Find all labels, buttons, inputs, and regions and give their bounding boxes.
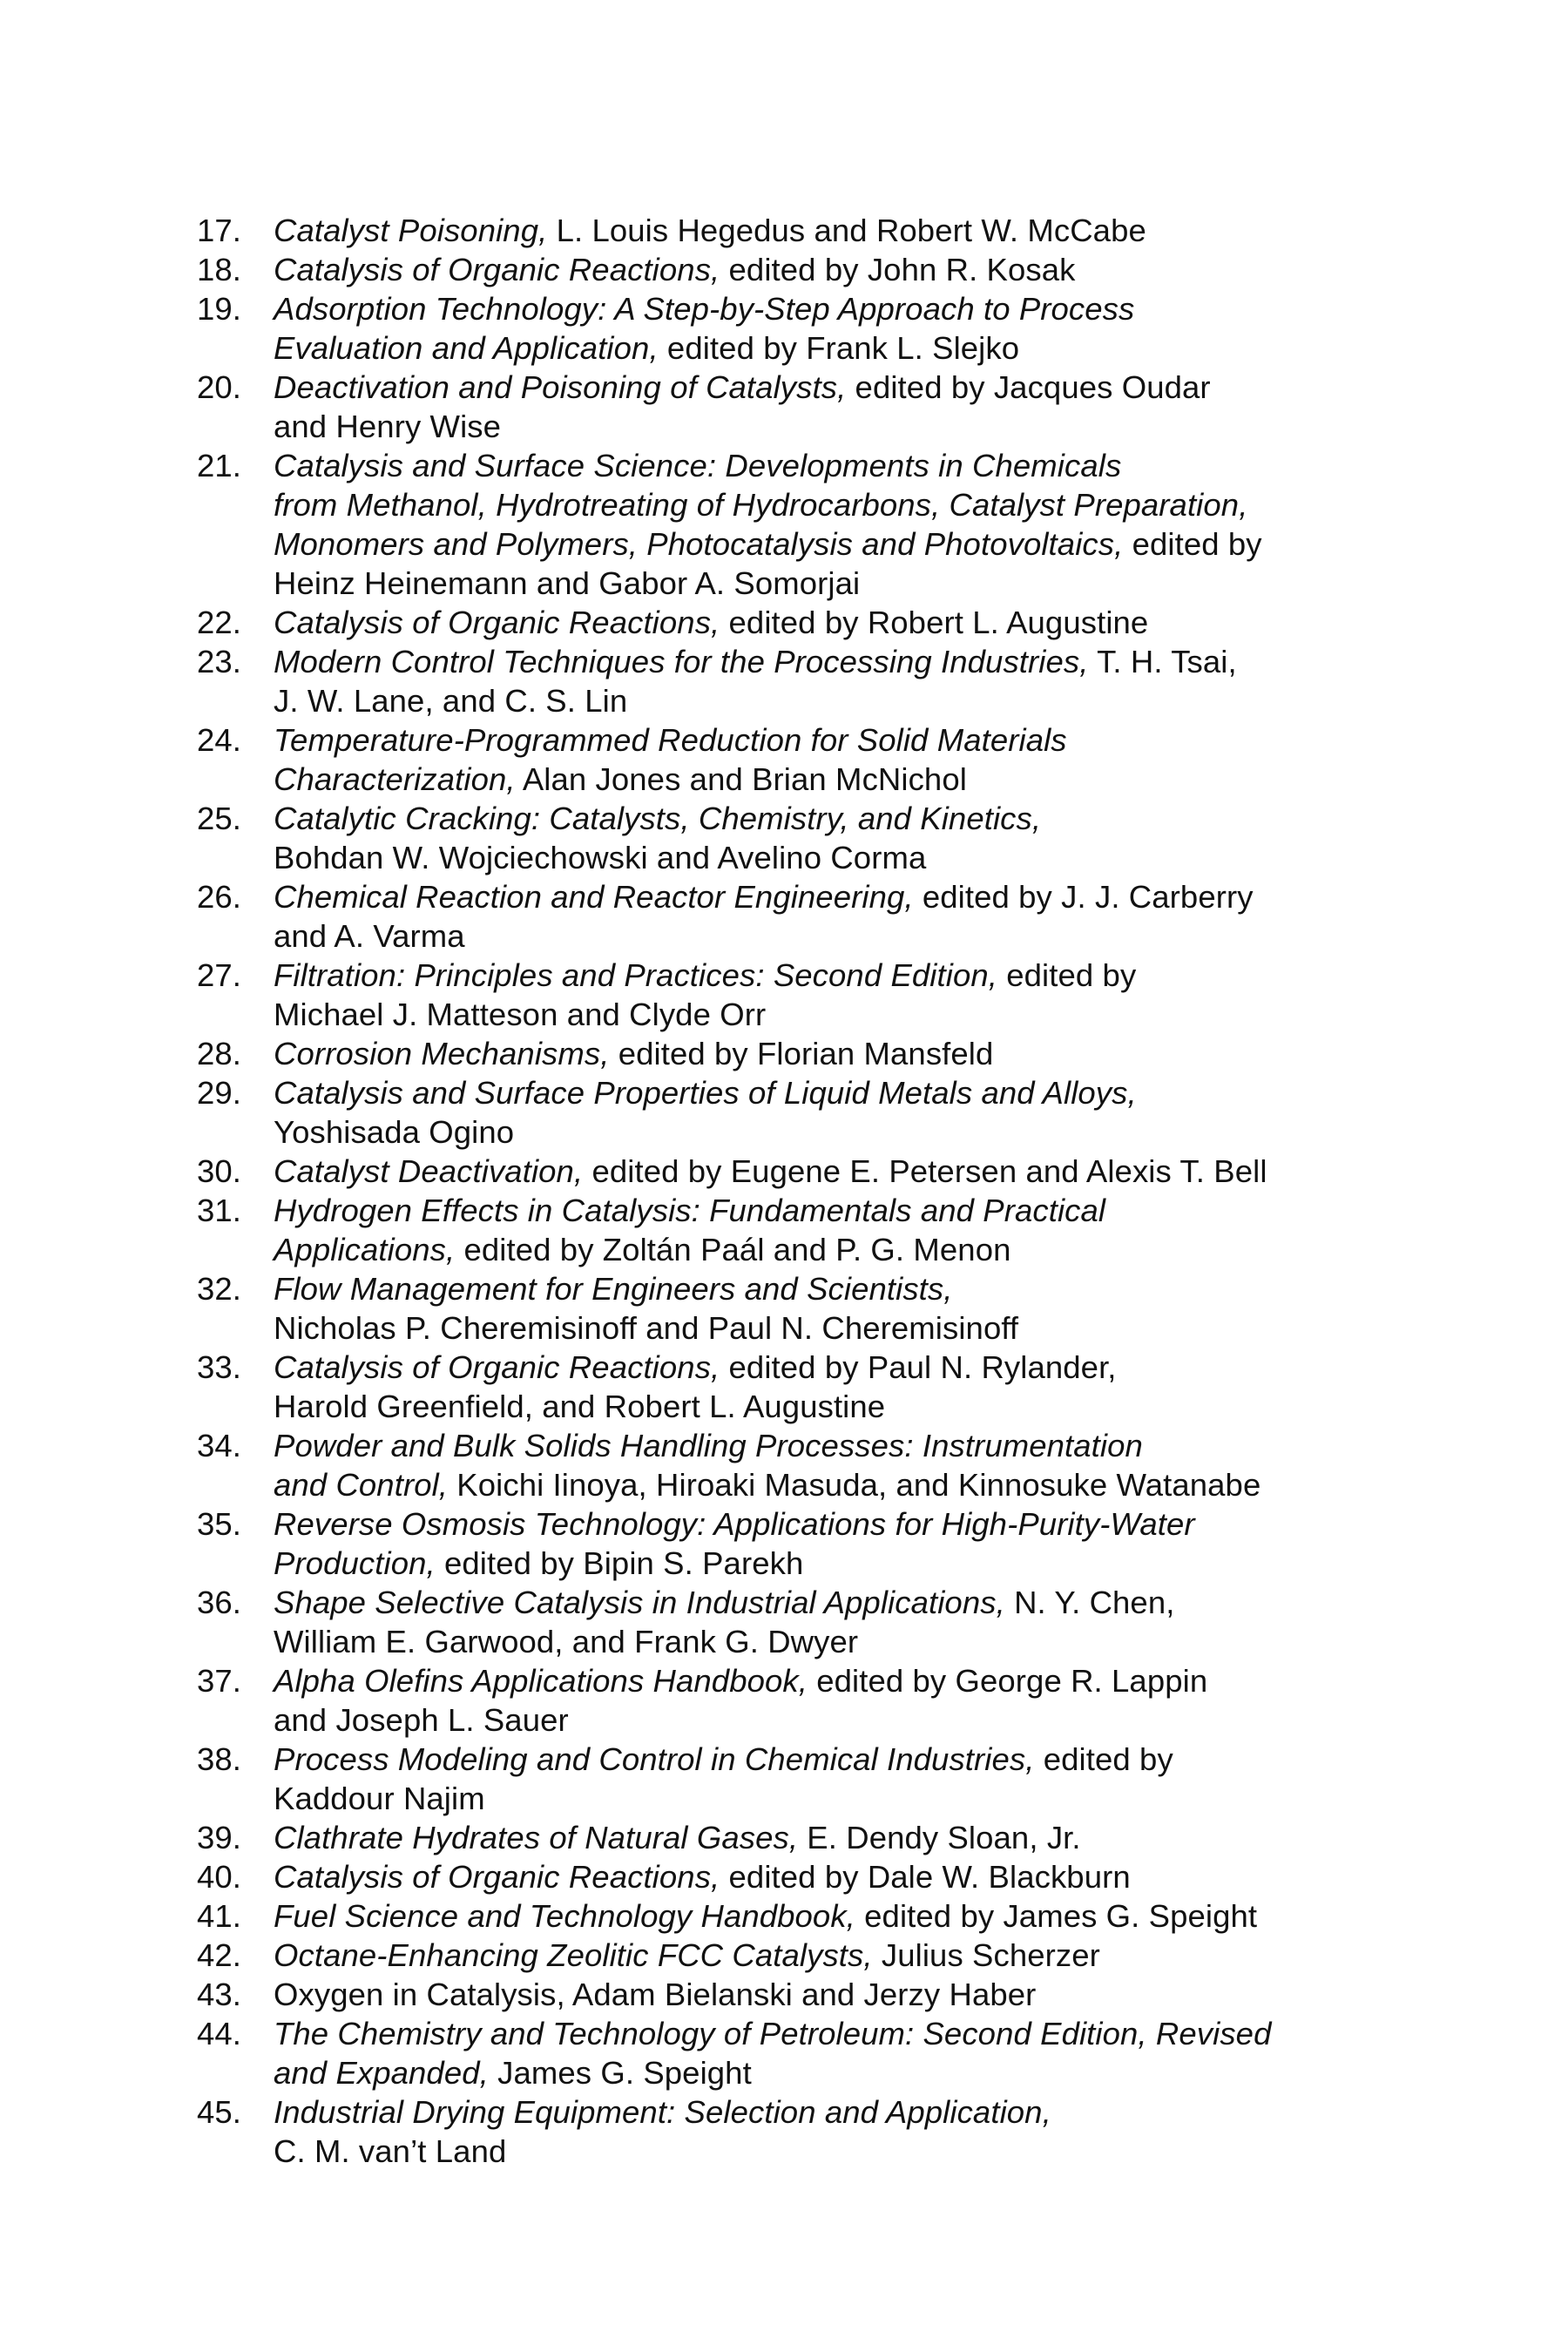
citation-line <box>274 1308 1382 1348</box>
citation-line <box>274 1426 1382 1465</box>
citation-text: William E. Garwood, and Frank G. Dwyer <box>274 1624 859 1659</box>
list-item <box>197 956 1382 1034</box>
list-item <box>197 1661 1382 1740</box>
citation-line <box>274 838 1382 877</box>
list-item <box>197 1504 1382 1583</box>
citation-text: edited by <box>1123 526 1262 562</box>
item-citation <box>274 1073 1382 1152</box>
item-number: 44. <box>197 2016 242 2051</box>
book-title: Catalytic Cracking: Catalysts, Chemistry, and Kinetics, <box>274 801 1042 836</box>
citation-line <box>274 564 1382 603</box>
list-item <box>197 1740 1382 1818</box>
item-number: 19. <box>197 291 242 327</box>
list-item <box>197 1583 1382 1661</box>
citation-line <box>274 916 1382 956</box>
list-item <box>197 446 1382 603</box>
item-citation <box>274 250 1382 289</box>
citation-line <box>274 368 1382 407</box>
item-number: 22. <box>197 605 242 640</box>
citation-line <box>274 1504 1382 1544</box>
item-number: 17. <box>197 213 242 248</box>
item-citation <box>274 956 1382 1034</box>
citation-line <box>274 760 1382 799</box>
citation-line <box>274 1269 1382 1308</box>
list-item <box>197 1269 1382 1348</box>
citation-line <box>274 1152 1382 1191</box>
citation-text: and A. Varma <box>274 918 465 954</box>
citation-text: Julius Scherzer <box>872 1937 1100 1973</box>
citation-line <box>274 1779 1382 1818</box>
list-item <box>197 1073 1382 1152</box>
citation-text: Yoshisada Ogino <box>274 1114 515 1150</box>
item-citation <box>274 799 1382 877</box>
list-item <box>197 1348 1382 1426</box>
citation-line <box>274 603 1382 642</box>
item-citation <box>274 1269 1382 1348</box>
citation-line <box>274 642 1382 681</box>
book-title: Monomers and Polymers, Photocatalysis and Photovoltaics, <box>274 526 1124 562</box>
item-citation <box>274 1504 1382 1583</box>
citation-line <box>274 681 1382 720</box>
item-number: 37. <box>197 1663 242 1699</box>
citation-line <box>274 289 1382 328</box>
item-citation <box>274 446 1382 603</box>
book-title: Characterization, <box>274 761 516 797</box>
book-title: Catalyst Deactivation, <box>274 1153 584 1189</box>
citation-text: edited by Florian Mansfeld <box>609 1036 994 1071</box>
item-number: 35. <box>197 1506 242 1542</box>
citation-line <box>274 446 1382 485</box>
book-title: Catalysis of Organic Reactions, <box>274 1349 720 1385</box>
citation-line <box>274 1034 1382 1073</box>
book-title: Corrosion Mechanisms, <box>274 1036 610 1071</box>
book-title: The Chemistry and Technology of Petroleum: Second Edition, Revised <box>274 2016 1272 2051</box>
list-item <box>197 877 1382 956</box>
citation-text: edited by J. J. Carberry <box>913 879 1254 915</box>
book-title: Hydrogen Effects in Catalysis: Fundamentals and Practical <box>274 1193 1106 1228</box>
citation-text: E. Dendy Sloan, Jr. <box>798 1820 1081 1855</box>
citation-line <box>274 1975 1382 2014</box>
item-number: 45. <box>197 2094 242 2130</box>
citation-line <box>274 956 1382 995</box>
item-citation <box>274 1583 1382 1661</box>
item-number: 36. <box>197 1585 242 1620</box>
book-title: Reverse Osmosis Technology: Applications for High-Purity-Water <box>274 1506 1195 1542</box>
book-title: Shape Selective Catalysis in Industrial Applications, <box>274 1585 1005 1620</box>
book-title: Clathrate Hydrates of Natural Gases, <box>274 1820 799 1855</box>
item-number: 34. <box>197 1428 242 1463</box>
item-number: 21. <box>197 448 242 483</box>
citation-text: Bohdan W. Wojciechowski and Avelino Corma <box>274 840 927 875</box>
citation-line <box>274 485 1382 524</box>
citation-line <box>274 1661 1382 1700</box>
citation-line <box>274 1465 1382 1504</box>
book-title: Production, <box>274 1545 436 1581</box>
book-title: and Expanded, <box>274 2055 489 2091</box>
book-title: Catalysis and Surface Science: Developments in Chemicals <box>274 448 1122 483</box>
item-citation <box>274 1975 1382 2014</box>
book-title: Catalyst Poisoning, <box>274 213 548 248</box>
book-title: Industrial Drying Equipment: Selection and Application, <box>274 2094 1051 2130</box>
item-citation <box>274 1661 1382 1740</box>
citation-text: James G. Speight <box>488 2055 752 2091</box>
citation-text: Oxygen in Catalysis, Adam Bielanski and Jerzy Haber <box>274 1977 1037 2012</box>
book-title: from Methanol, Hydrotreating of Hydrocarbons, Catalyst Preparation, <box>274 487 1248 523</box>
citation-line <box>274 2132 1382 2171</box>
citation-line <box>274 1896 1382 1936</box>
item-number: 20. <box>197 369 242 405</box>
item-citation <box>274 1426 1382 1504</box>
item-citation <box>274 877 1382 956</box>
citation-text: edited by John R. Kosak <box>720 252 1076 287</box>
book-title: Fuel Science and Technology Handbook, <box>274 1898 855 1934</box>
citation-text: edited by Dale W. Blackburn <box>720 1859 1131 1895</box>
item-number: 42. <box>197 1937 242 1973</box>
list-item <box>197 1936 1382 1975</box>
book-title: Powder and Bulk Solids Handling Processes: Instrumentation <box>274 1428 1143 1463</box>
citation-text: edited by Eugene E. Petersen and Alexis T. Bell <box>583 1153 1267 1189</box>
list-item <box>197 250 1382 289</box>
citation-line <box>274 1191 1382 1230</box>
citation-text: C. M. van’t Land <box>274 2133 507 2169</box>
item-citation <box>274 368 1382 446</box>
citation-text: Nicholas P. Cheremisinoff and Paul N. Cheremisinoff <box>274 1310 1019 1346</box>
citation-line <box>274 1583 1382 1622</box>
list-item <box>197 799 1382 877</box>
book-title: Evaluation and Application, <box>274 330 659 366</box>
item-number: 43. <box>197 1977 242 2012</box>
item-number: 27. <box>197 957 242 993</box>
list-item <box>197 289 1382 368</box>
item-number: 26. <box>197 879 242 915</box>
citation-line <box>274 799 1382 838</box>
item-citation <box>274 642 1382 720</box>
citation-line <box>274 250 1382 289</box>
item-number: 18. <box>197 252 242 287</box>
list-item <box>197 368 1382 446</box>
list-item <box>197 2014 1382 2092</box>
citation-line <box>274 1622 1382 1661</box>
list-item <box>197 642 1382 720</box>
item-citation <box>274 1936 1382 1975</box>
book-title: Catalysis of Organic Reactions, <box>274 605 720 640</box>
item-citation <box>274 1152 1382 1191</box>
book-series-list <box>197 211 1382 2171</box>
citation-text: edited by Zoltán Paál and P. G. Menon <box>455 1232 1011 1267</box>
citation-line <box>274 407 1382 446</box>
item-citation <box>274 1740 1382 1818</box>
book-title: Applications, <box>274 1232 456 1267</box>
item-number: 32. <box>197 1271 242 1307</box>
citation-line <box>274 1857 1382 1896</box>
citation-text: and Joseph L. Sauer <box>274 1702 569 1738</box>
item-citation <box>274 1034 1382 1073</box>
citation-text: edited by Jacques Oudar <box>846 369 1211 405</box>
book-title: Filtration: Principles and Practices: Second Edition, <box>274 957 998 993</box>
book-title: Process Modeling and Control in Chemical Industries, <box>274 1741 1035 1777</box>
item-number: 23. <box>197 644 242 679</box>
book-title: Adsorption Technology: A Step-by-Step Approach to Process <box>274 291 1135 327</box>
citation-text: J. W. Lane, and C. S. Lin <box>274 683 628 719</box>
item-citation <box>274 603 1382 642</box>
list-item <box>197 1426 1382 1504</box>
citation-text: Michael J. Matteson and Clyde Orr <box>274 997 767 1032</box>
item-number: 30. <box>197 1153 242 1189</box>
item-citation <box>274 1896 1382 1936</box>
citation-line <box>274 1700 1382 1740</box>
citation-line <box>274 1230 1382 1269</box>
citation-text: Harold Greenfield, and Robert L. Augustine <box>274 1389 886 1424</box>
item-citation <box>274 289 1382 368</box>
citation-text: edited by Frank L. Slejko <box>658 330 1020 366</box>
citation-text: L. Louis Hegedus and Robert W. McCabe <box>547 213 1146 248</box>
item-citation <box>274 2014 1382 2092</box>
list-item <box>197 1818 1382 1857</box>
citation-text: Heinz Heinemann and Gabor A. Somorjai <box>274 565 861 601</box>
citation-line <box>274 2092 1382 2132</box>
citation-text: edited by Robert L. Augustine <box>720 605 1149 640</box>
citation-line <box>274 1544 1382 1583</box>
book-title: Alpha Olefins Applications Handbook, <box>274 1663 808 1699</box>
list-item <box>197 1975 1382 2014</box>
item-number: 25. <box>197 801 242 836</box>
list-item <box>197 1896 1382 1936</box>
citation-line <box>274 995 1382 1034</box>
citation-line <box>274 1387 1382 1426</box>
item-number: 33. <box>197 1349 242 1385</box>
book-title: Catalysis of Organic Reactions, <box>274 252 720 287</box>
book-title: Catalysis and Surface Properties of Liquid Metals and Alloys, <box>274 1075 1137 1111</box>
citation-text: edited by <box>997 957 1137 993</box>
citation-line <box>274 720 1382 760</box>
citation-text: T. H. Tsai, <box>1088 644 1237 679</box>
item-number: 31. <box>197 1193 242 1228</box>
item-citation <box>274 1818 1382 1857</box>
citation-text: edited by James G. Speight <box>855 1898 1258 1934</box>
book-title: Flow Management for Engineers and Scientists, <box>274 1271 953 1307</box>
citation-text: edited by Paul N. Rylander, <box>720 1349 1117 1385</box>
citation-line <box>274 328 1382 368</box>
citation-text: edited by George R. Lappin <box>807 1663 1208 1699</box>
book-title: Modern Control Techniques for the Processing Industries, <box>274 644 1089 679</box>
citation-line <box>274 1112 1382 1152</box>
list-item <box>197 1857 1382 1896</box>
book-title: Octane-Enhancing Zeolitic FCC Catalysts, <box>274 1937 873 1973</box>
list-item <box>197 603 1382 642</box>
item-citation <box>274 720 1382 799</box>
citation-text: Kaddour Najim <box>274 1781 485 1816</box>
citation-line <box>274 524 1382 564</box>
list-item <box>197 1152 1382 1191</box>
citation-line <box>274 1073 1382 1112</box>
item-number: 38. <box>197 1741 242 1777</box>
citation-text: Alan Jones and Brian McNichol <box>515 761 967 797</box>
list-item <box>197 1034 1382 1073</box>
item-citation <box>274 211 1382 250</box>
list-item <box>197 2092 1382 2171</box>
item-citation <box>274 1348 1382 1426</box>
item-number: 28. <box>197 1036 242 1071</box>
citation-line <box>274 1740 1382 1779</box>
citation-line <box>274 1818 1382 1857</box>
citation-line <box>274 1936 1382 1975</box>
citation-line <box>274 877 1382 916</box>
citation-line <box>274 211 1382 250</box>
item-number: 40. <box>197 1859 242 1895</box>
citation-text: N. Y. Chen, <box>1004 1585 1175 1620</box>
citation-text: edited by Bipin S. Parekh <box>435 1545 804 1581</box>
list-item <box>197 211 1382 250</box>
book-title: Catalysis of Organic Reactions, <box>274 1859 720 1895</box>
item-number: 41. <box>197 1898 242 1934</box>
book-title: Temperature-Programmed Reduction for Solid Materials <box>274 722 1067 758</box>
citation-text: edited by <box>1034 1741 1173 1777</box>
item-number: 39. <box>197 1820 242 1855</box>
book-title: Deactivation and Poisoning of Catalysts, <box>274 369 847 405</box>
book-title: and Control, <box>274 1467 449 1503</box>
item-number: 24. <box>197 722 242 758</box>
citation-line <box>274 2053 1382 2092</box>
list-item <box>197 1191 1382 1269</box>
citation-text: Koichi Iinoya, Hiroaki Masuda, and Kinnosuke Watanabe <box>448 1467 1261 1503</box>
item-citation <box>274 1191 1382 1269</box>
item-number: 29. <box>197 1075 242 1111</box>
list-item <box>197 720 1382 799</box>
item-citation <box>274 1857 1382 1896</box>
citation-text: and Henry Wise <box>274 409 502 444</box>
citation-line <box>274 1348 1382 1387</box>
book-title: Chemical Reaction and Reactor Engineering, <box>274 879 914 915</box>
citation-line <box>274 2014 1382 2053</box>
item-citation <box>274 2092 1382 2171</box>
